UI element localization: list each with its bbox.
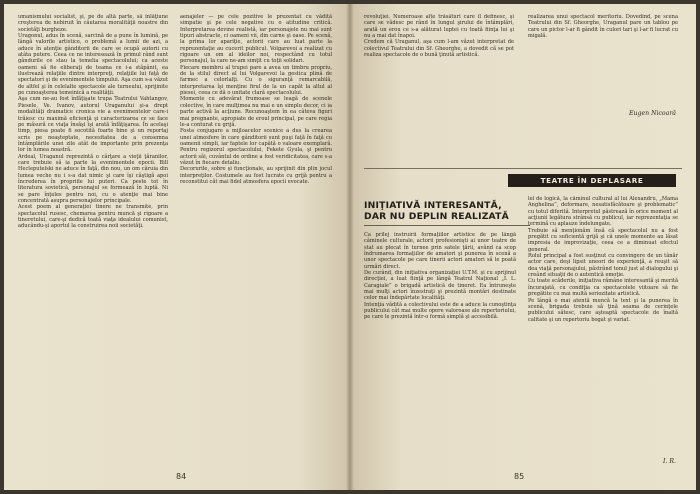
author-signature-top: Eugen Nicoară: [629, 110, 676, 117]
right-page-column-top-left: revoluţiei. Numeroase alte trăsături care îl definesc, şi care se vădesc pe rând în lungul şirului de întâmplări, arată un erou ce s-a alăturat luptei cu toată fiinţa lui şi nu a mai dat înapoi. Credem că Uraganul, aşa cum l-am văzut interpretat de colectivul Teatrului din Sf. Gheorghe, a dovedit că se pot realiza spectacole de o bună ţinută artistică.: [364, 14, 514, 59]
section-banner: TEATRE ÎN DEPLASARE: [508, 174, 676, 187]
magazine-spread: [4, 4, 696, 490]
article-title: [364, 200, 534, 222]
page-number-left: 84: [176, 472, 187, 481]
right-page: [350, 4, 696, 490]
page-number-right: 85: [514, 472, 525, 481]
section-divider: [364, 168, 682, 169]
article-column-right: lel de logică, la căminul cultural al lui Alexandru, „Mama Anghelina”, deformare, nesatisfăcătoare şi problematic” cu totul diferită. Interpretul păstrează în orice moment al acţiunii legătura strânsă cu publicul, iar reprezentaţia se termină cu aplauze îndelungate. Trebuie să menţionăm însă că spectacolul nu a fost pregătit cu suficientă grijă şi că unele momente au lăsat impresia de improvizaţie, ceea ce a diminuat efectul general. Rolul principal a fost susţinut cu convingere de un tânăr actor care, deşi lipsit uneori de experienţă, a reuşit să dea viaţă personajului, păstrând tonul just al dialogului şi creând situaţii de o autentică emoţie. Cu toate scăderile, iniţiativa rămâne interesantă şi merită încurajată, cu condiţia ca spectacolele viitoare să fie pregătite cu mai multă seriozitate artistică. Pe lângă o mai atentă muncă la text şi la punerea în scenă, brigada trebuie să ţină seama de cerinţele publicului sătesc, care aşteaptă spectacole de înaltă calitate şi un repertoriu bogat şi variat.: [528, 196, 678, 323]
book-gutter: [346, 4, 354, 490]
article-title-line-1: INIŢIATIVĂ INTERESANTĂ,: [364, 200, 502, 211]
left-page-column-2: aenajeler — pe cele pozitive le prezentat cu vădită simpatie şi pe cele negative cu o atitudine critică. Interpretarea devine realistă, iar personajele nu mai sunt tipuri abstracte, ci oameni vii, din carne şi oase. Pe scenă, la prima lor apariţie, actorii care au luat parte la reprezentaţie au cucerit publicul. Volgarevoi a realizat cu rigoare un om al ideilor noi, respectând cu totul personajul, la care ne-am simţit cu toţii solidari. Fiecare membru al trupei pare a avea un timbru propriu, de la stilul direct al lui Volgarevoi la gestica plină de farmec a celorlalţi. Cu o siguranţă remarcabilă, interpretarea îşi menţine firul de la un capăt la altul al piesei, ceea ce dă o unitate clară spectacolului. Momente cu adevărat frumoase se leagă de scenele colective, în care mulţimea nu mai e un simplu decor, ci ia parte activă la acţiune. Recunoaştem în ea câteva figuri mai pregnante, apropiate de eroul principal, pe care regia le-a conturat cu grijă. Fosta conjugare a mijloacelor scenice a dus la crearea unei atmosfere în care gânditorii sunt puşi faţă în faţă cu oamenii simpli, iar faptele lor capătă o valoare exemplară. Pentru regizorul spectacolului, Fekete Gyula, şi pentru actorii săi, cuvântul de ordine a fost veridicitatea, care s-a văzut în fiecare detaliu. Decorurile, sobre şi funcţionale, au sprijinit din plin jocul interpreţilor. Costumele au fost lucrate cu grijă pentru a reconstitui cât mai fidel atmosfera epocii evocate.: [180, 14, 332, 185]
left-page: [4, 4, 350, 490]
author-signature-bottom: I. R.: [662, 458, 676, 465]
left-page-column-1: umanismului socialist, şi, pe de altă parte, să înlăţiune creşterea de nebiruit în căutarea moralităţii noastre din societăţi burgheze. Uragonul, adus în scenă, sarcină de a pune în lumină, pe lângă valorile artistice, o problemă a lumii de azi, a aduce în atenţie gânditorii de care se ocupă autorii cu atâta putere. Ceea ce ne interesează în primul rând sunt gândurile ce stau la temelia spectacolului; ca aceste oameni să fie eliberaţi de teama ce i-a stăpânit, ea ilustrează relaţiile dintre interpreţi, relaţiile lui faţă de spectatori şi de evenimentele timpului. Aşa cum s-a văzut de altfel şi în celelalte spectacole ale turneului, sprijinite pe cunoaşterea temeinică a realităţii. Aşa cum ne-au fost înfăţişate trupa Teatrului Vahtangov, Piesele, Ve. Ivanov, autorul Uraganului şi-a drept modalităţi dramatice cronica vie a evenimentelor care-i trăiesc cu maximă eficienţă şi caracterizarea ce se face pe măsură ce viaţa însăşi îşi arată înfăţişarea. În acelaşi timp, piesa poate fi socotită foarte bine şi un reportaj scris pe neaşteptate, necesitatea de a consemna întâmplările unei zile atât de importante prin prezenţa lor în lumea noastră. Ardeal, Uraganul reprezintă o cărţare a vieţii ţăranilor, care trebuie să ia parte la evenimentele epocii. Bill Hecleputelski ne aduce în faţă, din nou, un om căruia din lumea veche nu i s-a dat nimic şi care îşi câştigă apoi încrederea în propriile lui puteri. Ca peste tot în literatura sovietică, personajul se formează în luptă. Ni se pare înţeles pentru noi, cu o atenţie mai bine concentrată asupra personajelor principale. Acest poem al generaţiei tinere ne transmite, prin spectacolul rusesc, chemarea pentru muncă şi rigoare a tineretului, care-şi dedică toată viaţa idealului comunist, aducându-şi aportul la construirea noii societăţi.: [18, 14, 168, 230]
article-column-left: Ca prilej instruirii formaţiilor artistice de pe lângă căminele culturale, actorii profesionişti ai unor teatre de stat au plecat în turnee prin satele ţării, având ca scop îndrumarea formaţiilor de amatori şi punerea în scenă a unor spectacole pe care tinerii actori amatori să le poată urmări direct. De curând, din iniţiativa organizaţiei U.T.M. şi cu sprijinul direcţiei, a luat fiinţă pe lângă Teatrul Naţional „I. L. Caragiale” o brigadă artistică de tineret. Ea întruneşte mai mulţi actori înzestraţi şi prezintă montări destinate celor mai îndepărtate localităţi. Intenţia vădită a colectivului este de a aduce la cunoştinţa publicului cât mai multe opere valoroase ale repertoriului, pe care le prezintă într-o formă simplă şi accesibilă.: [364, 232, 516, 321]
title-underline: [364, 225, 530, 226]
right-page-column-top-right: realizarea unui spectacol meritoriu. Dovedind, pe scena Teatrului din Sf. Gheorghe, Uraganul pare un tablou pe care un pictor l-ar fi gândit în culori tari şi l-ar fi lucrat cu migală.: [528, 14, 678, 40]
article-title-line-2: DAR NU DEPLIN REALIZATĂ: [364, 211, 509, 222]
